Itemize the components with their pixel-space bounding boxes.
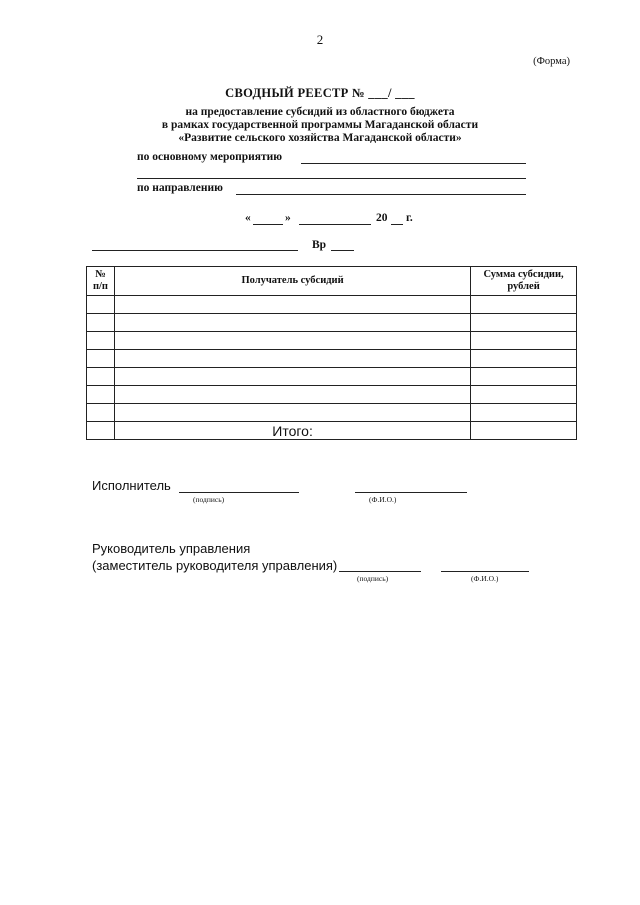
header-amount <box>471 267 577 296</box>
row-amount-cell[interactable] <box>471 296 577 314</box>
manager-label-line-1: Руководитель управления <box>92 541 251 556</box>
date-year-prefix: 20 <box>376 212 388 224</box>
row-amount-cell[interactable] <box>471 386 577 404</box>
time-value-line[interactable] <box>331 250 354 251</box>
row-number-cell[interactable] <box>87 404 115 422</box>
row-recipient-cell[interactable] <box>114 404 470 422</box>
table-row <box>87 350 577 368</box>
executor-signature-line[interactable] <box>179 492 299 493</box>
subtitle-line-1: на предоставление субсидий из областного бюджета <box>185 106 455 118</box>
direction-field-line[interactable] <box>236 194 526 195</box>
row-number-cell[interactable] <box>87 386 115 404</box>
row-number-cell[interactable] <box>87 350 115 368</box>
row-recipient-cell[interactable] <box>114 368 470 386</box>
form-label: (Форма) <box>533 56 570 67</box>
row-number-cell[interactable] <box>87 314 115 332</box>
date-day-line[interactable] <box>253 224 283 225</box>
row-recipient-cell[interactable] <box>114 296 470 314</box>
manager-signature-caption: (подпись) <box>357 574 389 583</box>
measure-label: по основному мероприятию <box>137 151 283 163</box>
table-row <box>87 296 577 314</box>
manager-signature-line[interactable] <box>339 571 421 572</box>
date-quote-close: » <box>285 212 291 224</box>
date-year-line[interactable] <box>391 224 403 225</box>
row-amount-cell[interactable] <box>471 350 577 368</box>
row-recipient-cell[interactable] <box>114 386 470 404</box>
row-recipient-cell[interactable] <box>114 350 470 368</box>
document-title: СВОДНЫЙ РЕЕСТР № ___/ ___ <box>225 86 415 100</box>
table-total-row <box>87 422 577 440</box>
row-number-cell[interactable] <box>87 368 115 386</box>
header-number-line-2: п/п <box>92 281 108 292</box>
time-label: Вр <box>312 239 327 251</box>
table-header-row <box>87 267 577 296</box>
manager-name-line[interactable] <box>441 571 529 572</box>
total-number-cell <box>87 422 115 440</box>
header-recipient: Получатель субсидий <box>114 267 470 296</box>
page-number: 2 <box>316 32 324 47</box>
time-prefix-line[interactable] <box>92 250 298 251</box>
header-number-line-1: № <box>95 269 106 280</box>
table-row <box>87 368 577 386</box>
row-amount-cell[interactable] <box>471 404 577 422</box>
manager-label-line-2: (заместитель руководителя управления) <box>92 558 338 573</box>
table-row <box>87 386 577 404</box>
row-amount-cell[interactable] <box>471 314 577 332</box>
header-amount-line-2: рублей <box>507 281 540 292</box>
measure-field-line-2[interactable] <box>137 178 526 179</box>
row-number-cell[interactable] <box>87 332 115 350</box>
table-row <box>87 332 577 350</box>
date-month-line[interactable] <box>299 224 371 225</box>
subtitle-line-2: в рамках государственной программы Магаданской области <box>161 119 479 131</box>
total-amount-cell[interactable] <box>471 422 577 440</box>
row-amount-cell[interactable] <box>471 332 577 350</box>
date-year-suffix: г. <box>406 212 413 224</box>
table-row <box>87 314 577 332</box>
header-amount-line-1: Сумма субсидии, <box>483 269 564 280</box>
registry-table <box>86 266 577 440</box>
executor-name-caption: (Ф.И.О.) <box>369 495 397 504</box>
row-number-cell[interactable] <box>87 296 115 314</box>
row-recipient-cell[interactable] <box>114 332 470 350</box>
date-quote-open: « <box>245 212 251 224</box>
executor-signature-caption: (подпись) <box>193 495 225 504</box>
direction-label: по направлению <box>137 182 223 194</box>
measure-field-line[interactable] <box>301 163 526 164</box>
executor-label: Исполнитель <box>92 478 171 493</box>
executor-name-line[interactable] <box>355 492 467 493</box>
table-row <box>87 404 577 422</box>
subtitle-line-3: «Развитие сельского хозяйства Магаданской области» <box>178 132 462 144</box>
row-recipient-cell[interactable] <box>114 314 470 332</box>
header-number <box>87 267 115 296</box>
total-label: Итого: <box>114 422 470 440</box>
manager-name-caption: (Ф.И.О.) <box>471 574 499 583</box>
row-amount-cell[interactable] <box>471 368 577 386</box>
